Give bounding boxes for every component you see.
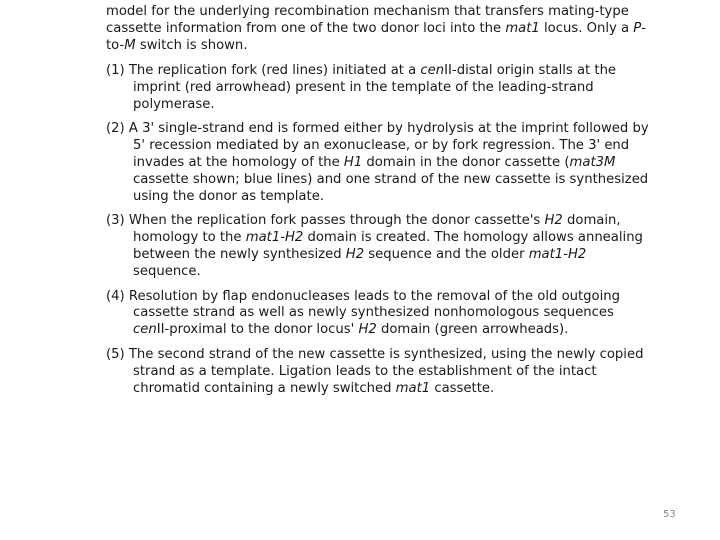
domain-name: H2 xyxy=(345,246,365,262)
step-text: When the replication fork passes through the donor cassette's xyxy=(124,213,545,229)
domain-name: H2 xyxy=(544,213,563,229)
step-text: II-proximal to the donor locus' xyxy=(156,322,359,338)
step-text: A 3' single-strand end is formed either by hydrolysis at the imprint followed by 5' recession mediated by an exonuclease, or by fork regression. The 3' end invades at the homology of the xyxy=(124,121,649,170)
mating-type-label: M xyxy=(124,38,136,53)
step-2 xyxy=(106,121,654,205)
intro-text: locus. Only a xyxy=(539,21,634,36)
step-number: (4) xyxy=(106,288,125,304)
step-text: Resolution by flap endonucleases leads to the removal of the old outgoing cassette strand as well as newly synthesized nonhomologous sequences xyxy=(124,288,620,321)
gene-name: mat1-H2 xyxy=(245,230,304,246)
step-text: domain (green arrowheads). xyxy=(376,322,569,338)
step-number: (2) xyxy=(106,121,125,137)
step-text: sequence. xyxy=(133,263,201,279)
intro-text: switch is shown. xyxy=(135,38,248,53)
step-number: (1) xyxy=(106,63,125,78)
step-number: (5) xyxy=(106,346,125,362)
step-text: II-distal origin stalls at the imprint (red arrowhead) present in the template of the leading-strand polymerase. xyxy=(133,63,617,112)
step-text: domain in the donor cassette ( xyxy=(362,154,570,170)
mating-type-label: P xyxy=(633,21,642,36)
gene-name: mat1 xyxy=(505,21,540,36)
step-text: cassette. xyxy=(430,380,495,396)
intro-text: -to- xyxy=(106,21,646,53)
step-list xyxy=(106,63,654,405)
gene-name: mat3M xyxy=(569,154,616,170)
step-4 xyxy=(106,289,654,339)
domain-name: H2 xyxy=(358,322,377,338)
intro-paragraph xyxy=(106,3,646,54)
step-1 xyxy=(106,63,654,113)
gene-name: cen xyxy=(420,63,445,78)
step-number: (3) xyxy=(106,213,125,229)
gene-name: mat1 xyxy=(395,380,431,396)
step-text: The replication fork (red lines) initiated at a xyxy=(124,63,421,78)
step-text: domain is created. The homology allows annealing between the newly synthesized xyxy=(133,230,643,262)
gene-name: mat1-H2 xyxy=(528,246,587,262)
step-3 xyxy=(106,213,654,280)
step-text: cassette shown; blue lines) and one strand of the new cassette is synthesized using the donor as template. xyxy=(133,171,649,204)
domain-name: H1 xyxy=(343,154,363,170)
step-text: sequence and the older xyxy=(364,246,529,262)
page-number: 53 xyxy=(663,509,676,520)
step-5 xyxy=(106,347,654,397)
step-text: The second strand of the new cassette is synthesized, using the newly copied strand as a template. Ligation leads to the establishment of the intact chromatid containing a newly switched xyxy=(124,346,644,396)
gene-name: cen xyxy=(133,322,157,338)
step-text: domain, homology to the xyxy=(133,213,621,246)
intro-text: model for the underlying recombination mechanism that transfers mating-type cassette information from one of the two donor loci into the xyxy=(106,4,629,36)
